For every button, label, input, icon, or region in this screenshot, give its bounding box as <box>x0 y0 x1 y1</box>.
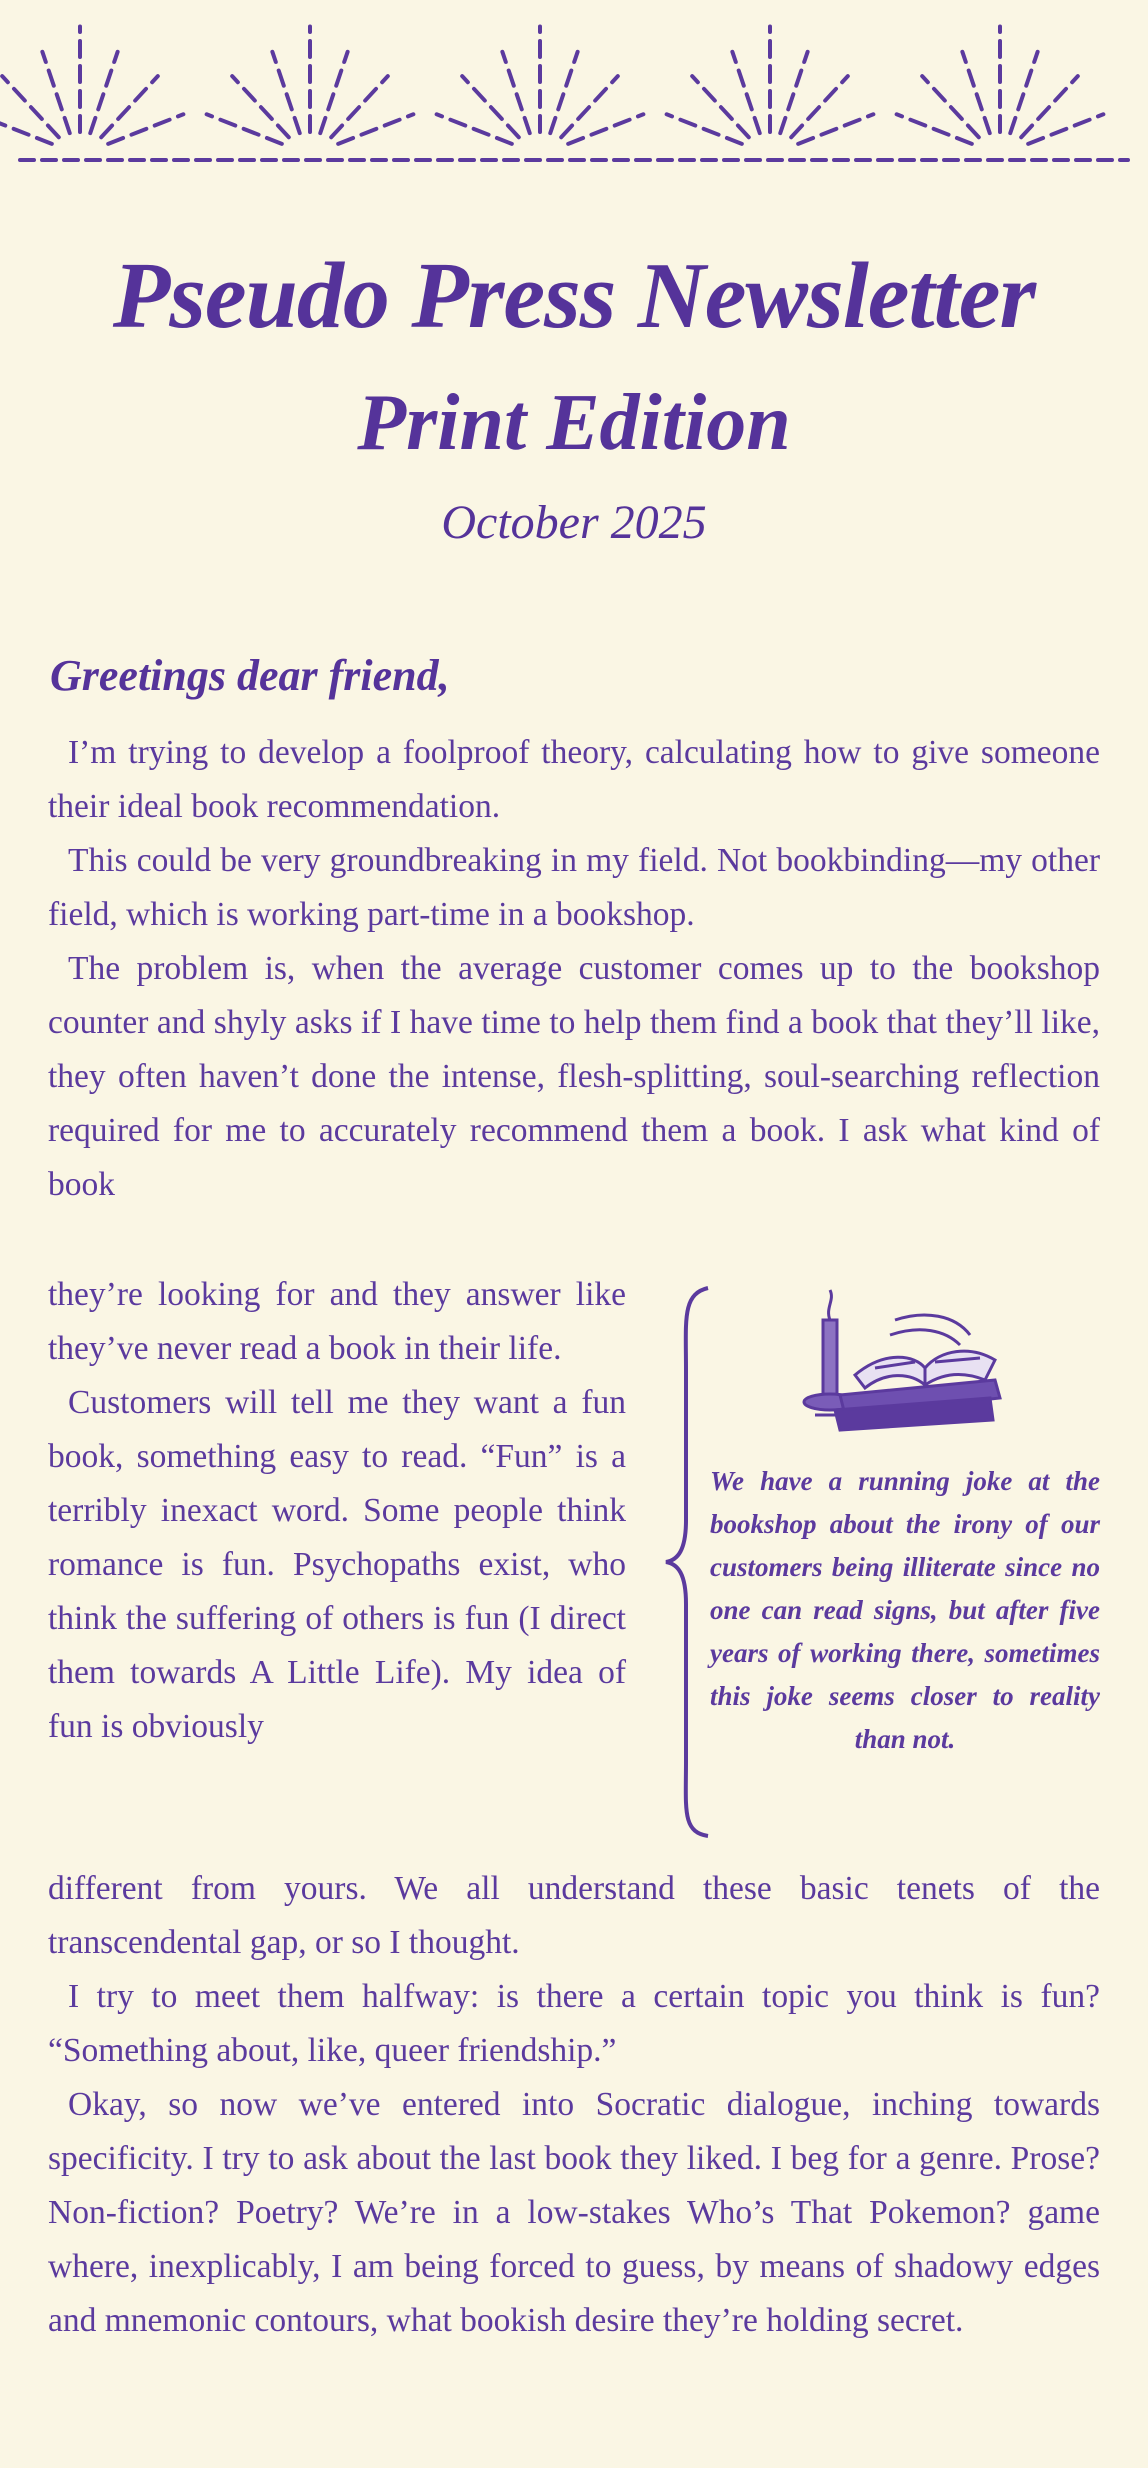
open-book-with-candle-icon <box>795 1280 1015 1440</box>
sunburst-ray <box>101 76 158 137</box>
sunburst-ornament <box>0 0 1148 180</box>
sunburst-ray <box>272 52 299 133</box>
letter-body-column <box>48 1268 626 1754</box>
sunburst-ray <box>1010 52 1037 133</box>
paragraph: I’m trying to develop a foolproof theory, calculating how to give someone their ideal book recommendation. <box>48 734 1100 825</box>
sunburst-ray <box>922 76 979 137</box>
sidebar-caption: We have a running joke at the bookshop about the irony of our customers being illiterate since no one can read signs, but after five years of working there, sometimes this joke seems closer to reality than not. <box>710 1466 1100 1754</box>
paragraph: I try to meet them halfway: is there a certain topic you think is fun? “Something about, like, queer friendship.” <box>48 1978 1100 2069</box>
sunburst-ray <box>1021 76 1078 137</box>
sunburst-ray <box>90 52 117 133</box>
sunburst-ray <box>462 76 519 137</box>
sunburst-ray <box>502 52 529 133</box>
paragraph: Okay, so now we’ve entered into Socratic dialogue, inching towards specificity. I try to ask about the last book they liked. I beg for a genre. Prose? Non-fiction? Poetry? We’re in a low-stakes Who’s That Pokemon? game where, inexplicably, I am being forced to guess, by means of shadowy edges and mnemonic contours, what bookish desire they’re holding secret. <box>48 2086 1100 2339</box>
sunburst-ray <box>320 52 347 133</box>
sunburst-ray <box>791 76 848 137</box>
paragraph: Customers will tell me they want a fun book, something easy to read. “Fun” is a terribly inexact word. Some people think romance is fun. Psychopaths exist, who think the suffering of others is fun (I direct them towards A Little Life). My idea of fun is obviously <box>48 1384 626 1745</box>
paragraph: This could be very groundbreaking in my field. Not bookbinding—my other field, which is working part-time in a bookshop. <box>48 842 1100 933</box>
sunburst-ray <box>780 52 807 133</box>
paragraph-continued: they’re looking for and they answer like they’ve never read a book in their life. <box>48 1276 626 1367</box>
paragraph-continued: different from yours. We all understand these basic tenets of the transcendental gap, or so I thought. <box>48 1870 1100 1961</box>
sunburst-ray <box>2 76 59 137</box>
sunburst-ray <box>232 76 289 137</box>
sunburst-ray <box>42 52 69 133</box>
sunburst-ray <box>962 52 989 133</box>
letter-greeting: Greetings dear friend, <box>50 651 450 700</box>
letter-body-top <box>48 726 1100 1212</box>
sunburst-ray <box>0 114 52 144</box>
sunburst-ray <box>550 52 577 133</box>
sunburst-ray <box>692 76 749 137</box>
edition-subtitle: Print Edition <box>357 379 791 467</box>
newsletter-title: Pseudo Press Newsletter <box>112 244 1036 348</box>
sunburst-ray <box>732 52 759 133</box>
letter-body-bottom <box>48 1862 1100 2348</box>
sunburst-ray <box>331 76 388 137</box>
paragraph: The problem is, when the average customer comes up to the bookshop counter and shyly asks if I have time to help them find a book that they’ll like, they often haven’t done the intense, flesh-splitting, soul-searching reflection required for me to accurately recommend them a book. I ask what kind of book <box>48 950 1100 1203</box>
issue-date: October 2025 <box>441 496 707 549</box>
sunburst-ray <box>561 76 618 137</box>
sidebar-note <box>660 1280 1110 1840</box>
